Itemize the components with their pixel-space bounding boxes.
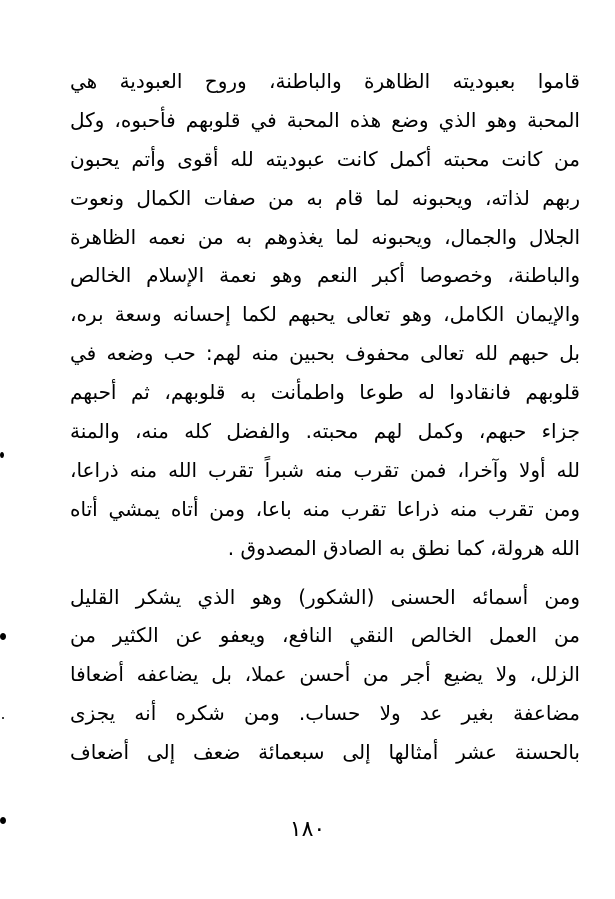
scan-speck bbox=[2, 717, 4, 719]
text-line: قاموا بعبوديته الظاهرة والباطنة، وروح العبودية هي bbox=[70, 69, 580, 93]
text-line: ربهم لذاته، ويحبونه لما قام به من صفات الكمال ونعوت bbox=[70, 185, 580, 210]
page-body-text bbox=[70, 62, 580, 772]
paragraph-gap bbox=[70, 568, 580, 578]
page-number: ١٨٠ bbox=[289, 817, 326, 842]
text-line: من العمل الخالص النقي النافع، ويعفو عن الكثير من bbox=[70, 623, 580, 648]
scan-speck bbox=[0, 452, 4, 458]
text-line: والإيمان الكامل، وهو تعالى يحبهم لكما إحسانه وسعة بره، bbox=[70, 302, 580, 327]
text-line: قلوبهم فانقادوا له طوعا واطمأنت به قلوبهم، ثم أحبهم bbox=[70, 380, 580, 405]
scan-speck bbox=[0, 633, 6, 640]
scan-speck bbox=[0, 817, 6, 824]
text-line: الجلال والجمال، ويحبونه لما يغذوهم به من نعمه الظاهرة bbox=[70, 224, 580, 249]
text-line: الزلل، ولا يضيع أجر من أحسن عملا، بل يضاعفه أضعافا bbox=[70, 662, 580, 687]
text-line: بل حبهم لله تعالى محفوف بحبين منه لهم: حب وضعه في bbox=[70, 341, 580, 366]
text-line: جزاء حبهم، وكمل لهم محبته. والفضل كله منه، والمنة bbox=[70, 419, 580, 444]
paragraph-2 bbox=[70, 578, 580, 772]
text-line: الله هرولة، كما نطق به الصادق المصدوق . bbox=[227, 535, 580, 560]
text-line: ومن أسمائه الحسنى (الشكور) وهو الذي يشكر القليل bbox=[70, 584, 580, 609]
text-line: والباطنة، وخصوصا أكبر النعم وهو نعمة الإسلام الخالص bbox=[70, 263, 580, 288]
text-line: لله أولا وآخرا، فمن تقرب منه شبراً تقرب الله منه ذراعا، bbox=[70, 457, 580, 482]
text-line: مضاعفة بغير عد ولا حساب. ومن شكره أنه يجزى bbox=[70, 701, 580, 726]
text-line: ومن تقرب منه ذراعا تقرب منه باعا، ومن أتاه يمشي أتاه bbox=[70, 496, 580, 521]
text-line: المحبة وهو الذي وضع هذه المحبة في قلوبهم فأحبوه، وكل bbox=[70, 107, 580, 132]
paragraph-1 bbox=[70, 62, 580, 568]
text-line: من كانت محبته أكمل كانت عبوديته لله أقوى وأتم يحبون bbox=[70, 146, 580, 171]
text-line: بالحسنة عشر أمثالها إلى سبعمائة ضعف إلى أضعاف bbox=[70, 740, 580, 765]
